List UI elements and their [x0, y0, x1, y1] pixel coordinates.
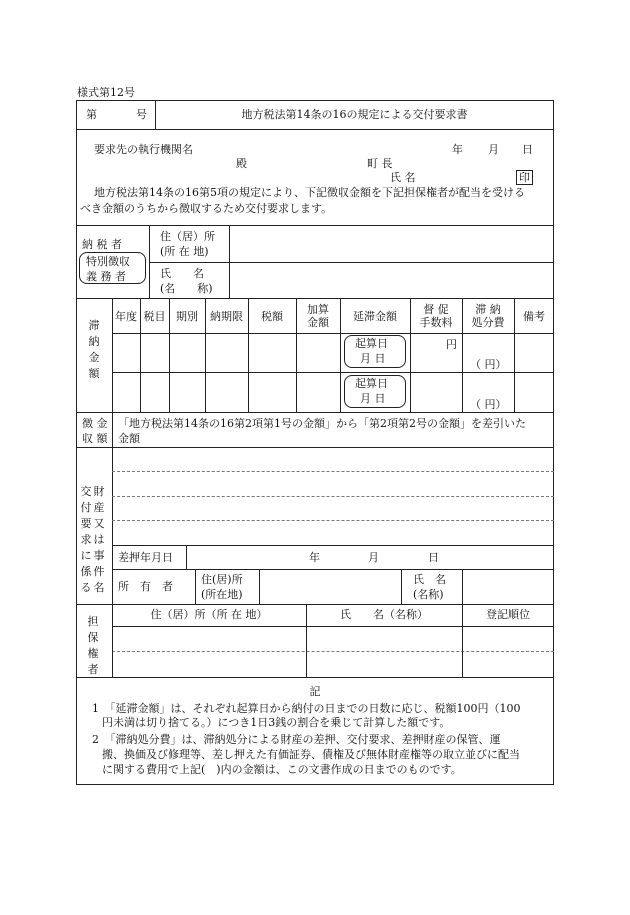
date-day: 日 [522, 143, 533, 156]
delinquency-side-label: 滞納金額 [88, 319, 100, 380]
divider [462, 569, 463, 604]
owner-label: 所 有 者 [118, 580, 173, 593]
divider [76, 604, 554, 605]
taxpayer-address-sublabel: (所 在 地) [160, 245, 209, 258]
obligor-label: 義 務 者 [86, 270, 126, 283]
divider [401, 569, 402, 604]
issuer-name-label: 氏 名 [390, 171, 416, 184]
taxpayer-label: 納 税 者 [82, 238, 122, 251]
note-1-line-1: 1 「延滞金額」は、それぞれ起算日から納付の日までの日数に応じ、税額100円（100 [92, 702, 521, 715]
col-registration-rank: 登記順位 [486, 608, 530, 621]
note-2-line-1: 2 「滞納処分費」は、滞納処分による財産の差押、交付要求、差押財産の保管、運 [92, 733, 501, 746]
seizure-day: 日 [428, 551, 439, 564]
divider [112, 569, 554, 570]
collection-text-2: 金額 [118, 432, 140, 445]
honorific: 殿 [236, 157, 247, 170]
taxpayer-name-sublabel: (名 称) [160, 282, 213, 295]
divider [186, 545, 187, 569]
note-2-line-2: 搬、換価及び修理等、差し押えた有価証券、債権及び無体財産権等の取立並びに配当 [102, 748, 520, 761]
divider [76, 677, 554, 678]
date-month: 月 [488, 143, 499, 156]
disposition-cost-yen: （ 円） [470, 398, 507, 411]
property-side-label-b: 財産又は事件名 [93, 485, 105, 594]
number-suffix: 号 [136, 108, 147, 121]
special-collector-label: 特別徴収 [86, 255, 130, 268]
note-1-line-2: 円未満は切り捨てる。）につき1日3銭の割合を乗じて計算した額です。 [102, 716, 451, 729]
dashed-line [112, 651, 554, 652]
divider [112, 372, 554, 373]
month-day-label: 月 日 [360, 352, 386, 365]
notes-heading: 記 [309, 685, 321, 698]
owner-address-label: 住(居)所 [201, 573, 243, 586]
col-tax-amount: 税額 [261, 310, 283, 323]
seal-mark: 印 [516, 170, 533, 185]
property-side-label-a: 交付要求に係る [80, 485, 92, 594]
yen-label: 円 [446, 338, 457, 351]
divider [76, 447, 554, 448]
disposition-cost-yen: （ 円） [470, 358, 507, 371]
divider [149, 262, 554, 263]
divider [76, 298, 554, 299]
col-additional-amount: 加算 金額 [307, 303, 329, 330]
collection-text-1: 「地方税法第14条の16第2項第1号の金額」から「第2項第2号の金額」を差引いた [118, 417, 526, 430]
dashed-line [112, 496, 554, 497]
collection-side-label-2: 収 額 [82, 432, 108, 445]
taxpayer-name-label: 氏 名 [160, 267, 204, 280]
divider [112, 333, 554, 334]
col-remarks: 備考 [523, 310, 545, 323]
col-tax-item: 税目 [143, 310, 166, 323]
col-due-date: 納期限 [210, 310, 243, 323]
divider [259, 569, 260, 604]
seizure-year: 年 [309, 551, 320, 564]
security-holder-side-label: 担保権者 [87, 615, 99, 676]
date-year: 年 [452, 143, 463, 156]
divider [112, 626, 554, 627]
col-holder-address: 住（居）所（所 在 地） [150, 608, 268, 621]
col-holder-name: 氏 名（名称） [340, 608, 428, 621]
divider [112, 545, 554, 546]
month-day-label: 月 日 [360, 392, 386, 405]
intro-text-2: べき金額のうちから徴収するため交付要求します。 [80, 202, 333, 215]
col-disposition-cost: 滞 納 処分費 [471, 303, 505, 330]
divider [76, 225, 554, 226]
start-date-label: 起算日 [355, 377, 388, 390]
number-prefix: 第 [86, 108, 97, 121]
divider [195, 569, 196, 604]
seizure-date-label: 差押年月日 [118, 551, 173, 564]
owner-name-label: 氏 名 [413, 573, 446, 586]
col-period: 期別 [176, 310, 198, 323]
dashed-line [112, 471, 554, 472]
issuer-title: 町 長 [367, 157, 393, 170]
owner-address-sublabel: (所在地) [201, 588, 243, 601]
note-2-line-3: に関する費用で上記( )内の金額は、この文書作成の日までのものです。 [102, 763, 462, 776]
taxpayer-address-label: 住（居）所 [160, 230, 215, 243]
divider [76, 412, 554, 413]
col-late-fee: 延滞金額 [353, 310, 397, 323]
dashed-line [112, 520, 554, 521]
start-date-label: 起算日 [355, 337, 388, 350]
col-reminder-fee: 督 促 手数料 [419, 303, 453, 330]
divider [76, 129, 554, 130]
recipient-label: 要求先の執行機関名 [94, 143, 193, 156]
seizure-month: 月 [368, 551, 379, 564]
collection-side-label-1: 徴 金 [82, 417, 108, 430]
divider [112, 412, 113, 447]
form-label: 様式第12号 [77, 86, 135, 99]
owner-name-sublabel: (名称) [413, 588, 444, 601]
col-fiscal-year: 年度 [115, 310, 137, 323]
intro-text-1: 地方税法第14条の16第5項の規定により、下記徴収金額を下記担保権者が配当を受ける [94, 186, 525, 199]
document-title: 地方税法第14条の16の規定による交付要求書 [241, 108, 468, 121]
